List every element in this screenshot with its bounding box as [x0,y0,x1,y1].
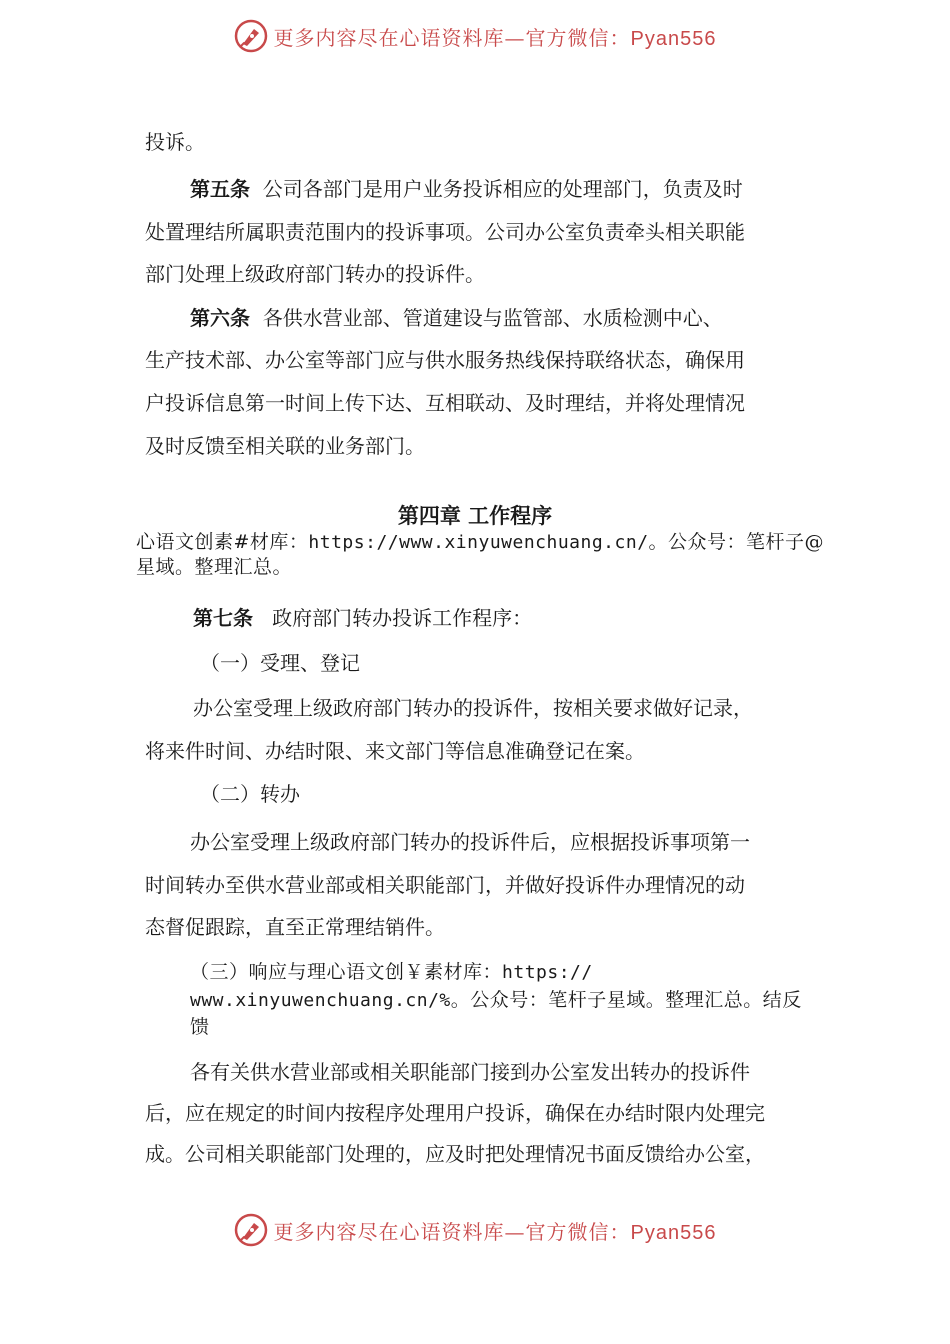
text-line: 时间转办至供水营业部或相关职能部门，并做好投诉件办理情况的动 [145,873,745,897]
article-5-line-1: 第五条 公司各部门是用户业务投诉相应的处理部门，负责及时 [190,177,743,201]
article-label: 第七条 [193,606,253,630]
pen-nib-logo-icon [234,1213,268,1247]
pen-nib-logo-icon [234,19,268,53]
inserted-ad-line-1: 心语文创素#材库：https://www.xinyuwenchuang.cn/。公众号：笔杆子@ [136,531,825,553]
inserted-ad-line-2: 星域。整理汇总。 [136,556,293,578]
section-title: （一）受理、登记 [200,651,360,675]
text-line: 态督促跟踪，直至正常理结销件。 [145,915,445,939]
text-line: 办公室受理上级政府部门转办的投诉件后，应根据投诉事项第一 [190,830,750,854]
text-line: 各有关供水营业部或相关职能部门接到办公室发出转办的投诉件 [190,1060,750,1084]
text-line: 部门处理上级政府部门转办的投诉件。 [145,262,485,286]
inserted-ad-line-4: www.xinyuwenchuang.cn/%。公众号：笔杆子星域。整理汇总。结反 [190,989,802,1011]
article-6-line-1: 第六条 各供水营业部、管道建设与监管部、水质检测中心、 [190,306,723,330]
text-line: 将来件时间、办结时限、来文部门等信息准确登记在案。 [145,739,645,763]
article-label: 第五条 [190,177,250,201]
article-label: 第六条 [190,306,250,330]
header-watermark-banner [0,14,950,58]
chapter-heading: 第四章 工作程序 [397,503,553,528]
text-line: 投诉。 [145,130,205,154]
inserted-ad-line-5: 馈 [190,1016,210,1038]
ad-url: https://www.xinyuwenchuang.cn/ [308,532,649,553]
text-line: 生产技术部、办公室等部门应与供水服务热线保持联络状态，确保用 [145,348,745,372]
section-title: （二）转办 [200,782,300,806]
article-7-line: 第七条 政府部门转办投诉工作程序： [193,606,533,630]
footer-watermark-banner [0,1208,950,1252]
banner-text: 更多内容尽在心语资料库—官方微信：Pyan556 [273,1219,717,1244]
inserted-ad-line-3: （三）响应与理心语文创￥素材库：https:// [190,961,593,983]
text-line: 户投诉信息第一时间上传下达、互相联动、及时理结，并将处理情况 [145,391,745,415]
text-line: 及时反馈至相关联的业务部门。 [145,434,425,458]
text-line: 成。公司相关职能部门处理的，应及时把处理情况书面反馈给办公室， [145,1142,765,1166]
text-line: 办公室受理上级政府部门转办的投诉件，按相关要求做好记录， [193,696,753,720]
ad-url: www.xinyuwenchuang.cn/% [190,990,451,1011]
ad-url: https:// [502,962,593,983]
text-line: 处置理结所属职责范围内的投诉事项。公司办公室负责牵头相关职能 [145,220,745,244]
banner-text: 更多内容尽在心语资料库—官方微信：Pyan556 [273,25,717,50]
text-line: 后，应在规定的时间内按程序处理用户投诉，确保在办结时限内处理完 [145,1101,765,1125]
